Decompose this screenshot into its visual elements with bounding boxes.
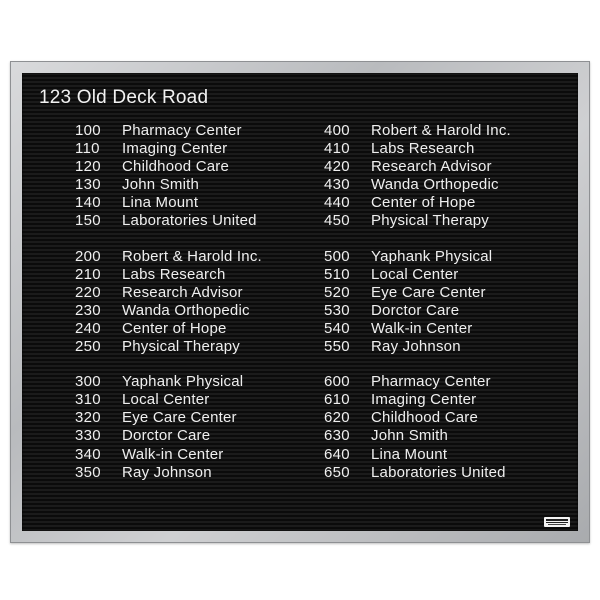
suite-number: 610 — [324, 391, 350, 409]
directory-entry — [324, 194, 511, 212]
suite-number: 620 — [324, 409, 350, 427]
suite-number: 230 — [75, 301, 101, 319]
suite-number: 100 — [75, 122, 101, 139]
tenant-name: Labs Research — [371, 140, 475, 158]
tenant-name: Dorctor Care — [371, 301, 460, 319]
suite-number: 450 — [324, 212, 350, 230]
directory-entry — [324, 391, 511, 409]
directory-entry — [75, 248, 262, 266]
directory-entry — [75, 373, 262, 391]
tenant-name: Physical Therapy — [122, 338, 240, 356]
tenant-name: Research Advisor — [122, 283, 243, 301]
directory-entry — [324, 212, 511, 230]
directory-entry — [324, 427, 511, 445]
directory-entry — [75, 446, 262, 464]
directory-group — [324, 122, 511, 231]
suite-number: 220 — [75, 283, 101, 301]
tenant-name: Research Advisor — [371, 158, 492, 176]
tenant-name: Imaging Center — [122, 140, 228, 158]
tenant-name: Ray Johnson — [122, 463, 212, 481]
directory-group — [324, 373, 511, 482]
directory-entry — [75, 122, 262, 140]
left-directory-column — [75, 122, 262, 499]
tenant-name: Yaphank Physical — [122, 373, 244, 391]
directory-entry — [324, 373, 511, 391]
suite-number: 530 — [324, 301, 350, 319]
directory-entry — [75, 140, 262, 158]
suite-number: 410 — [324, 140, 350, 158]
suite-number: 240 — [75, 319, 101, 337]
tenant-name: Local Center — [122, 391, 210, 409]
suite-number: 210 — [75, 265, 101, 283]
suite-number: 440 — [324, 194, 350, 212]
suite-number: 320 — [75, 409, 101, 427]
directory-entry — [324, 284, 511, 302]
directory-entry — [75, 176, 262, 194]
tenant-name: Pharmacy Center — [371, 373, 491, 391]
directory-entry — [75, 464, 262, 482]
tenant-name: Eye Care Center — [122, 409, 237, 427]
tenant-name: Laboratories United — [371, 463, 506, 481]
tenant-name: Robert & Harold Inc. — [371, 122, 511, 139]
directory-entry — [75, 158, 262, 176]
tenant-name: Walk-in Center — [371, 319, 473, 337]
directory-entry — [75, 284, 262, 302]
directory-entry — [324, 302, 511, 320]
directory-entry — [324, 446, 511, 464]
directory-entry — [75, 409, 262, 427]
suite-number: 630 — [324, 427, 350, 445]
suite-number: 430 — [324, 176, 350, 194]
tenant-name: Imaging Center — [371, 391, 477, 409]
tenant-name: Robert & Harold Inc. — [122, 247, 262, 265]
tenant-name: Childhood Care — [371, 409, 479, 427]
directory-group — [75, 373, 262, 482]
directory-entry — [75, 427, 262, 445]
tenant-name: Wanda Orthopedic — [122, 301, 250, 319]
directory-entry — [75, 320, 262, 338]
directory-entry — [324, 140, 511, 158]
brand-logo — [544, 517, 570, 527]
suite-number: 130 — [75, 176, 101, 194]
directory-entry — [75, 391, 262, 409]
tenant-name: Physical Therapy — [371, 212, 489, 230]
suite-number: 350 — [75, 463, 101, 481]
directory-entry — [75, 302, 262, 320]
directory-group — [75, 122, 262, 231]
suite-number: 250 — [75, 338, 101, 356]
tenant-name: Eye Care Center — [371, 283, 486, 301]
directory-entry — [324, 248, 511, 266]
tenant-name: Yaphank Physical — [371, 247, 493, 265]
board-title: 123 Old Deck Road — [39, 87, 209, 108]
suite-number: 140 — [75, 194, 101, 212]
tenant-name: Lina Mount — [371, 445, 448, 463]
tenant-name: Laboratories United — [122, 212, 257, 230]
suite-number: 420 — [324, 158, 350, 176]
directory-entry — [75, 266, 262, 284]
suite-number: 540 — [324, 319, 350, 337]
directory-entry — [75, 194, 262, 212]
tenant-name: Wanda Orthopedic — [371, 176, 499, 194]
directory-group — [324, 248, 511, 357]
aluminum-frame — [10, 61, 590, 543]
directory-entry — [324, 176, 511, 194]
suite-number: 510 — [324, 265, 350, 283]
tenant-name: John Smith — [122, 176, 200, 194]
tenant-name: Lina Mount — [122, 194, 199, 212]
suite-number: 500 — [324, 247, 350, 265]
brand-logo-mark — [544, 517, 570, 527]
tenant-name: Center of Hope — [122, 319, 227, 337]
directory-entry — [324, 122, 511, 140]
tenant-name: Pharmacy Center — [122, 122, 242, 139]
tenant-name: Labs Research — [122, 265, 226, 283]
suite-number: 340 — [75, 445, 101, 463]
suite-number: 550 — [324, 338, 350, 356]
directory-group — [75, 248, 262, 357]
suite-number: 150 — [75, 212, 101, 230]
suite-number: 300 — [75, 373, 101, 391]
suite-number: 400 — [324, 122, 350, 139]
tenant-name: Childhood Care — [122, 158, 230, 176]
right-directory-column — [324, 122, 511, 499]
tenant-name: Local Center — [371, 265, 459, 283]
tenant-name: Walk-in Center — [122, 445, 224, 463]
suite-number: 120 — [75, 158, 101, 176]
letter-board — [22, 73, 578, 531]
directory-entry — [324, 266, 511, 284]
suite-number: 200 — [75, 247, 101, 265]
tenant-name: Dorctor Care — [122, 427, 211, 445]
directory-entry — [324, 409, 511, 427]
directory-entry — [324, 158, 511, 176]
suite-number: 330 — [75, 427, 101, 445]
tenant-name: Ray Johnson — [371, 338, 461, 356]
directory-entry — [75, 212, 262, 230]
tenant-name: John Smith — [371, 427, 449, 445]
suite-number: 600 — [324, 373, 350, 391]
suite-number: 640 — [324, 445, 350, 463]
suite-number: 310 — [75, 391, 101, 409]
tenant-name: Center of Hope — [371, 194, 476, 212]
directory-entry — [324, 338, 511, 356]
directory-entry — [324, 320, 511, 338]
suite-number: 520 — [324, 283, 350, 301]
directory-entry — [75, 338, 262, 356]
directory-entry — [324, 464, 511, 482]
suite-number: 650 — [324, 463, 350, 481]
suite-number: 110 — [75, 140, 100, 158]
